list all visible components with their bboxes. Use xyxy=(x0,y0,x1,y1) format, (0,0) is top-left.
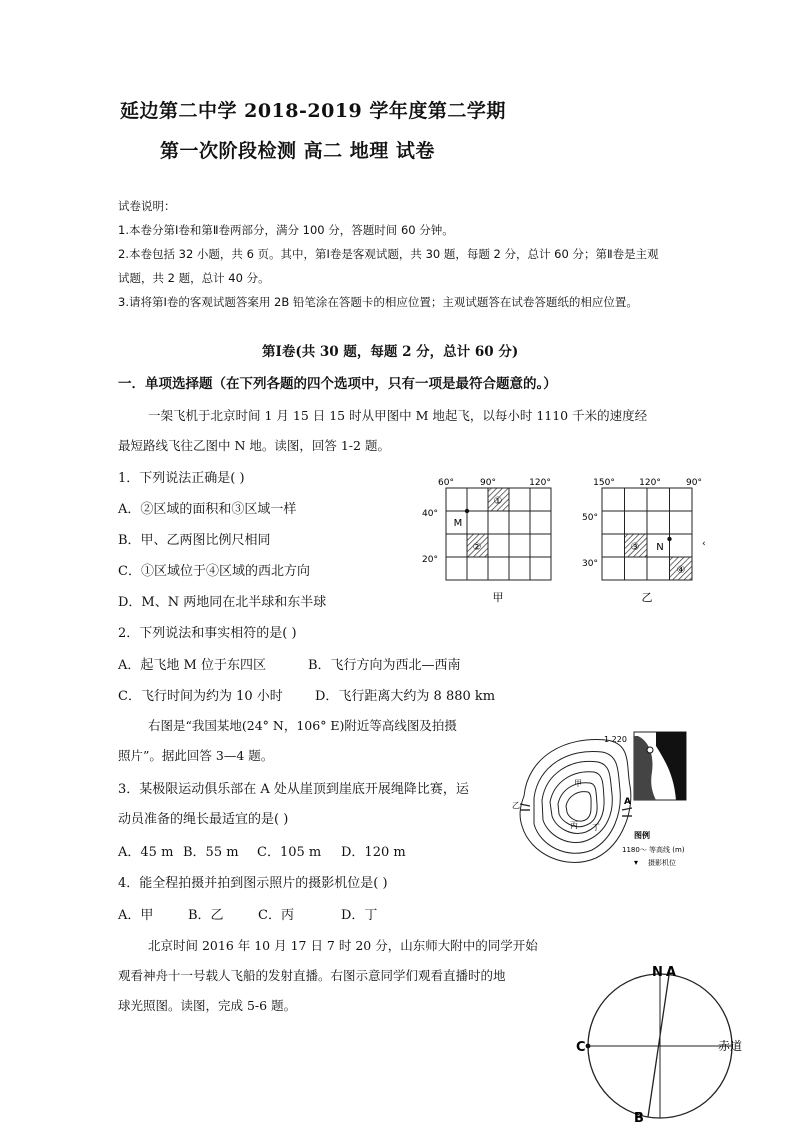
point-a-globe-label: A xyxy=(666,965,677,980)
instruction-item-2b: 试题，共 2 题，总计 40 分。 xyxy=(118,271,270,285)
q2-option-b[interactable]: B．飞行方向为西北—西南 xyxy=(308,658,461,673)
map-jia-lon-120: 120° xyxy=(529,478,551,488)
q3-option-a[interactable]: A．45 m xyxy=(118,845,174,860)
instruction-item-1: 1.本卷分第Ⅰ卷和第Ⅱ卷两部分，满分 100 分，答题时间 60 分钟。 xyxy=(118,223,454,237)
region-2-label: ② xyxy=(472,542,482,553)
contour-elevation-label: 1 220 xyxy=(604,735,627,744)
map-yi xyxy=(578,476,718,608)
context1-line2: 最短路线飞往乙图中 N 地。读图，回答 1-2 题。 xyxy=(118,438,390,453)
part1-heading: 第Ⅰ卷(共 30 题，每题 2 分，总计 60 分) xyxy=(262,344,519,360)
legend-camera: 摄影机位 xyxy=(648,859,676,867)
q3-option-b[interactable]: B．55 m xyxy=(183,845,239,860)
north-pole-label: N xyxy=(652,965,663,980)
map-jia-caption: 甲 xyxy=(492,591,504,604)
camera-jia-label: 甲 xyxy=(574,779,582,788)
camera-bing-label: 丙 xyxy=(570,821,578,830)
globe-diagram xyxy=(568,964,758,1123)
map-yi-lon-90: 90° xyxy=(686,478,702,488)
q3-stem-line1: 3．某极限运动俱乐部在 A 处从崖顶到崖底开展绳降比赛，运 xyxy=(118,782,469,797)
contour-lines xyxy=(520,739,631,862)
q4-option-c[interactable]: C．丙 xyxy=(258,908,294,923)
context2-line1: 右图是“我国某地(24° N，106° E)附近等高线图及拍摄 xyxy=(148,718,457,733)
cliff-hatching xyxy=(520,804,632,816)
q1-option-a[interactable]: A．②区域的面积和③区域一样 xyxy=(118,502,297,517)
page-title-line1: 延边第二中学 2018-2019 学年度第二学期 xyxy=(120,100,506,122)
map-jia-lon-90: 90° xyxy=(480,478,496,488)
region-4-label: ④ xyxy=(676,565,686,576)
point-m-label: M xyxy=(453,518,463,529)
q1-option-b[interactable]: B．甲、乙两图比例尺相同 xyxy=(118,533,271,548)
instruction-item-2a: 2.本卷包括 32 小题，共 6 页。其中，第Ⅰ卷是客观试题，共 30 题，每题 2 分，总计 60 分；第Ⅱ卷是主观 xyxy=(118,247,659,261)
q3-option-d[interactable]: D．120 m xyxy=(341,845,406,860)
point-n-label: N xyxy=(656,542,664,553)
instructions-heading: 试卷说明： xyxy=(118,199,176,213)
q4-option-d[interactable]: D．丁 xyxy=(341,908,378,923)
q4-option-b[interactable]: B．乙 xyxy=(188,908,224,923)
map-jia-lat-40: 40° xyxy=(422,509,438,519)
camera-icon: ▾ xyxy=(634,858,639,867)
context3-line1: 北京时间 2016 年 10 月 17 日 7 时 20 分，山东师大附中的同学开始 xyxy=(148,938,538,953)
point-m-marker xyxy=(465,509,469,513)
map-yi-lon-150: 150° xyxy=(593,478,615,488)
q1-option-d[interactable]: D．M、N 两地同在北半球和东半球 xyxy=(118,595,327,610)
camera-yi-label: 乙 xyxy=(512,801,520,810)
map-yi-edge-mark: ‹ xyxy=(702,539,706,549)
context2-line2: 照片”。据此回答 3—4 题。 xyxy=(118,748,274,763)
context3-line2: 观看神舟十一号载人飞船的发射直播。右图示意同学们观看直播时的地 xyxy=(118,968,506,983)
q2-option-c[interactable]: C．飞行时间为约为 10 小时 xyxy=(118,689,283,704)
legend-title: 图例 xyxy=(634,831,650,840)
q4-option-a[interactable]: A．甲 xyxy=(118,908,154,923)
photo-inset xyxy=(634,732,686,800)
map-jia-lon-60: 60° xyxy=(438,478,454,488)
q3-option-c[interactable]: C．105 m xyxy=(257,845,322,860)
map-jia xyxy=(418,476,558,608)
context1-line1: 一架飞机于北京时间 1 月 15 日 15 时从甲图中 M 地起飞，以每小时 1110 千米的速度经 xyxy=(148,408,648,423)
point-n-marker xyxy=(667,537,671,541)
map-yi-lat-30: 30° xyxy=(582,559,598,569)
region-1-label: ① xyxy=(493,496,503,507)
q1-option-c[interactable]: C．①区域位于④区域的西北方向 xyxy=(118,564,310,579)
q2-stem: 2．下列说法和事实相符的是( ) xyxy=(118,626,297,641)
point-c-label: C xyxy=(576,1040,586,1055)
context3-line3: 球光照图。读图，完成 5-6 题。 xyxy=(118,998,297,1013)
equator-label: 赤道 xyxy=(718,1039,743,1053)
camera-ding-label: 丁 xyxy=(592,823,600,832)
region-3-label: ③ xyxy=(630,542,640,553)
q3-stem-line2: 动员准备的绳长最适宜的是( ) xyxy=(118,812,289,827)
point-b-label: B xyxy=(634,1111,644,1123)
map-yi-lon-120: 120° xyxy=(639,478,661,488)
map-yi-lat-50: 50° xyxy=(582,513,598,523)
point-c-marker xyxy=(586,1044,591,1049)
q2-option-d[interactable]: D．飞行距离大约为 8 880 km xyxy=(315,689,496,704)
q4-stem: 4．能全程拍摄并拍到图示照片的摄影机位是( ) xyxy=(118,876,388,891)
page-title-line2: 第一次阶段检测 高二 地理 试卷 xyxy=(160,140,435,162)
q2-option-a[interactable]: A．起飞地 M 位于东四区 xyxy=(118,658,266,673)
map-jia-lat-20: 20° xyxy=(422,555,438,565)
point-a-label: A xyxy=(624,797,631,807)
legend-contour: 1180～ 等高线 (m) xyxy=(622,846,685,854)
map-yi-caption: 乙 xyxy=(641,591,653,604)
instruction-item-3: 3.请将第Ⅰ卷的客观试题答案用 2B 铅笔涂在答题卡的相应位置；主观试题答在试卷答题纸的相应位置。 xyxy=(118,295,638,309)
section-heading: 一．单项选择题（在下列各题的四个选项中，只有一项是最符合题意的。） xyxy=(118,376,557,392)
q1-stem: 1．下列说法正确是( ) xyxy=(118,471,245,486)
contour-map xyxy=(506,726,706,884)
